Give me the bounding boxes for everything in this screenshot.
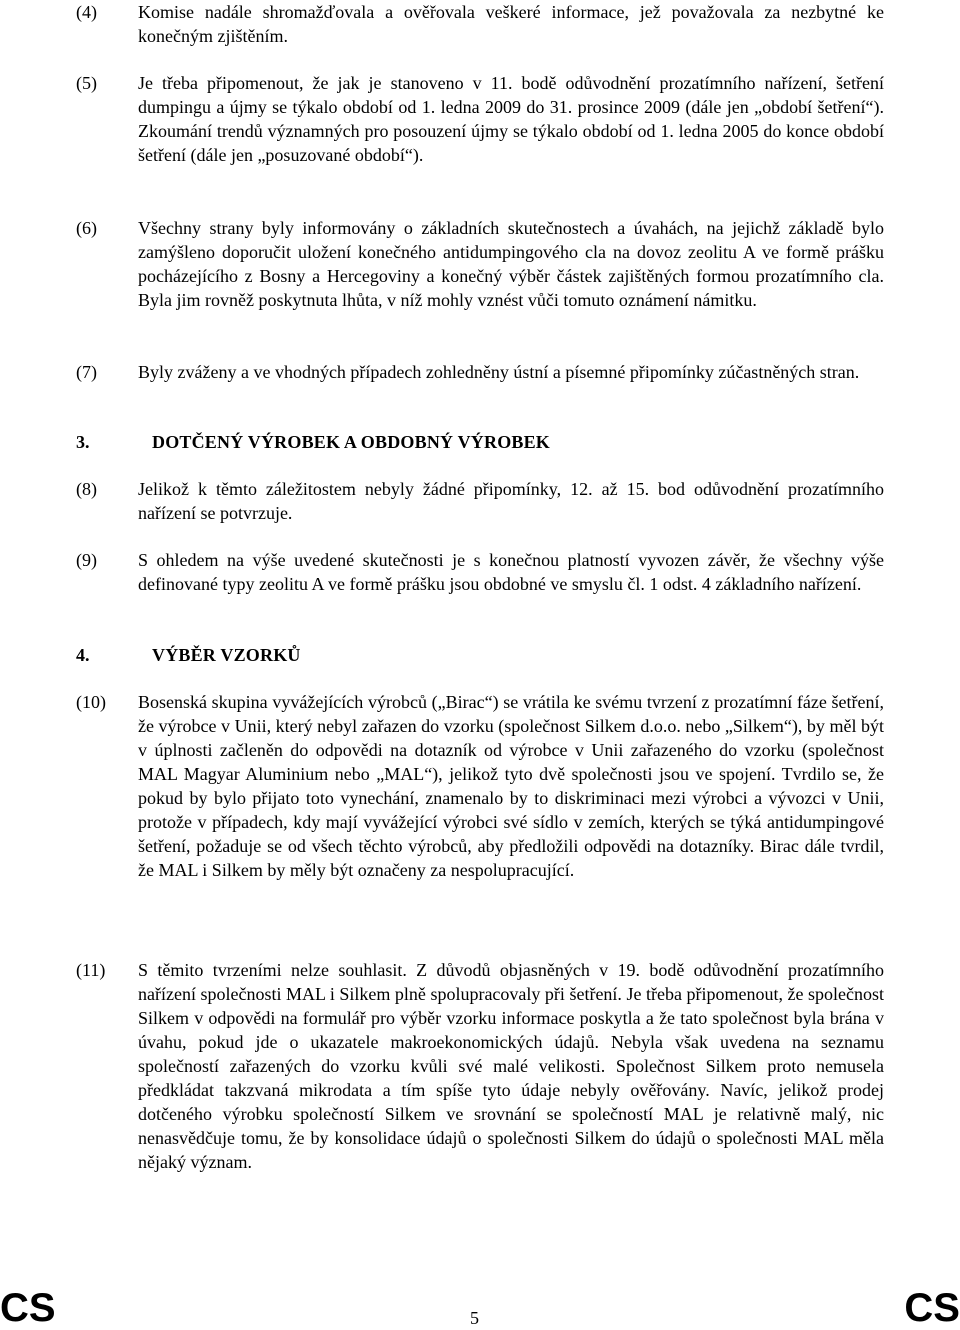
footer-language-right: CS xyxy=(904,1286,960,1330)
paragraph-text: S ohledem na výše uvedené skutečnosti je s konečnou platností vyvozen závěr, že všechny výše definované typy zeolitu A ve formě prášku jsou obdobné ve smyslu čl. 1 odst. 4 základního nařízení. xyxy=(138,550,884,594)
section-title: DOTČENÝ VÝROBEK A OBDOBNÝ VÝROBEK xyxy=(152,432,551,452)
paragraph-text: Bosenská skupina vyvážejících výrobců („Birac“) se vrátila ke svému tvrzení z prozatímní fáze šetření, že výrobce v Unii, který nebyl zařazen do vzorku (společnost Silkem d.o.o. nebo „Silkem“), by měl být v úplnosti začleněn do odpovědi na dotazník od výrobce v Unii zařazeného do vzorku (společnost MAL Magyar Aluminium nebo „MAL“), jelikož tyto dvě společnosti jsou ve spojení. Tvrdilo se, že pokud by bylo přijato toto vynechání, znamenalo by to diskriminaci mezi výrobci a vývozci v Unii, protože v případech, kdy mají vyvážející výrobci své sídlo v zemích, kterých se týká antidumpingové šetření, požaduje se od všech těchto výrobců, aby předložili odpovědi na dotazníky. Birac dále tvrdil, že MAL i Silkem by měly být označeny za nespolupracující. xyxy=(138,692,884,880)
section-number: 4. xyxy=(76,645,90,665)
paragraph-number: (8) xyxy=(76,479,97,499)
footer-language-left: CS xyxy=(0,1286,56,1330)
paragraph-number: (4) xyxy=(76,2,97,22)
paragraph-number: (6) xyxy=(76,218,97,238)
paragraph-text: Komise nadále shromažďovala a ověřovala veškeré informace, jež považovala za nezbytné ke konečným zjištěním. xyxy=(138,2,884,46)
paragraph-number: (9) xyxy=(76,550,97,570)
paragraph-number: (11) xyxy=(76,960,106,980)
section-number: 3. xyxy=(76,432,90,452)
paragraph-text: Byly zváženy a ve vhodných případech zohledněny ústní a písemné připomínky zúčastněných stran. xyxy=(138,362,860,382)
paragraph-number: (7) xyxy=(76,362,97,382)
paragraph-text: Jelikož k těmto záležitostem nebyly žádné připomínky, 12. až 15. bod odůvodnění prozatímního nařízení se potvrzuje. xyxy=(138,479,884,523)
paragraph-text: Je třeba připomenout, že jak je stanoveno v 11. bodě odůvodnění prozatímního nařízení, šetření dumpingu a újmy se týkalo období od 1. ledna 2009 do 31. prosince 2009 (dále jen „období šetření“). Zkoumání trendů významných pro posouzení újmy se týkalo období od 1. ledna 2005 do konce období šetření (dále jen „posuzované období“). xyxy=(138,73,884,165)
footer-page-number: 5 xyxy=(470,1308,479,1328)
paragraph-text: S těmito tvrzeními nelze souhlasit. Z důvodů objasněných v 19. bodě odůvodnění prozatímního nařízení společnosti MAL i Silkem plně spolupracovaly při šetření. Je třeba připomenout, že společnost Silkem v odpovědi na formulář pro výběr vzorku informace poskytla a že tato společnost byla brána v úvahu, pokud jde o ukazatele makroekonomických údajů. Nebyla však uvedena na seznamu společností zařazených do vzorku kvůli své malé velikosti. Společnost Silkem proto nemusela předkládat takzvaná mikrodata a tím spíše tyto údaje nebyly ověřovány. Navíc, jelikož prodej dotčeného výrobku společností Silkem ve srovnání se společností MAL je relativně malý, nic nenasvědčuje tomu, že by konsolidace údajů o společnosti Silkem do údajů o společnosti MAL měla nějaký význam. xyxy=(138,960,884,1172)
section-title: VÝBĚR VZORKŮ xyxy=(152,645,301,665)
paragraph-text: Všechny strany byly informovány o základních skutečnostech a úvahách, na jejichž základě bylo zamýšleno doporučit uložení konečného antidumpingového cla na dovoz zeolitu A ve formě prášku pocházejícího z Bosny a Hercegoviny a konečný výběr částek zajištěných formou prozatímního cla. Byla jim rovněž poskytnuta lhůta, v níž mohly vznést vůči tomuto oznámení námitku. xyxy=(138,218,884,310)
paragraph-number: (10) xyxy=(76,692,106,712)
paragraph-number: (5) xyxy=(76,73,97,93)
